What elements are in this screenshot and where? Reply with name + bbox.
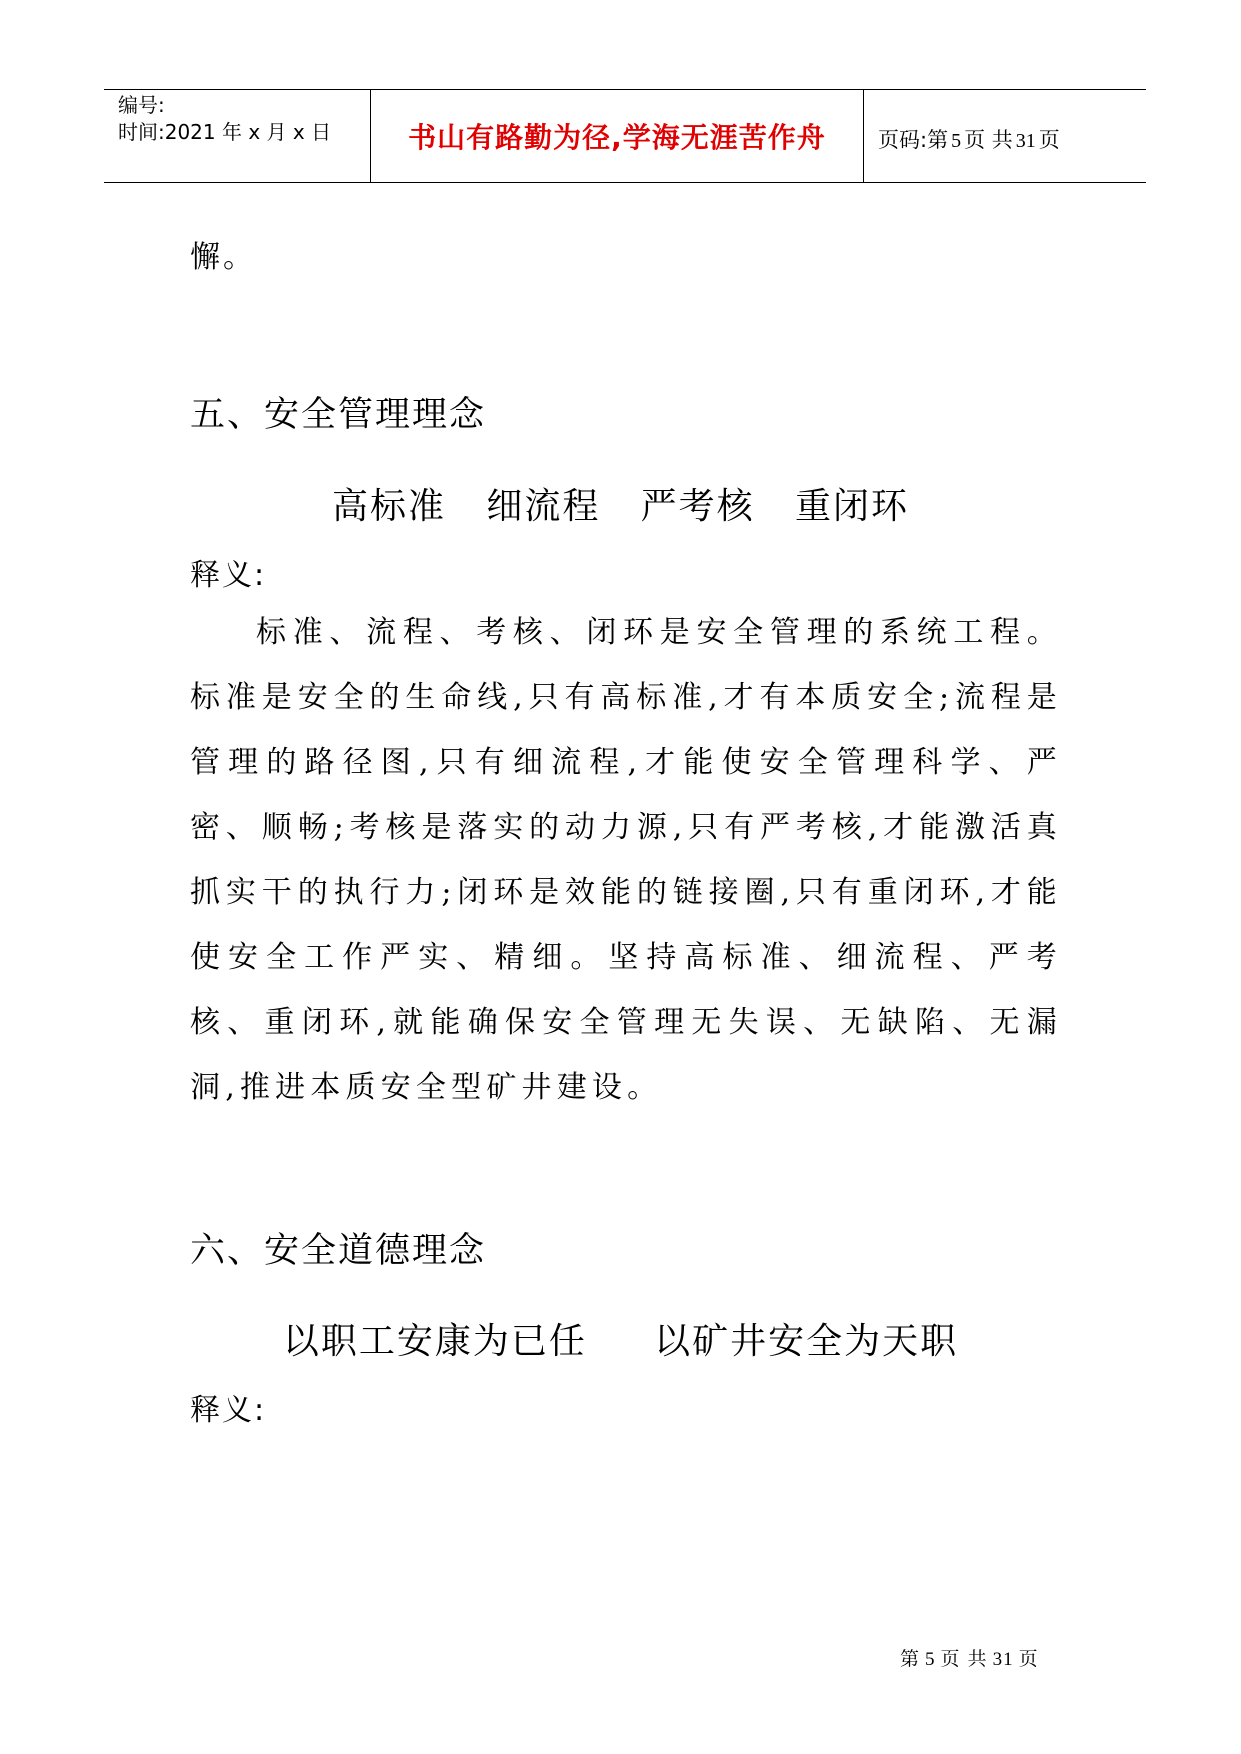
section6-shiyi-label: 释义: xyxy=(190,1393,267,1428)
header-page-prefix: 页码:第 xyxy=(878,128,949,152)
footer-suffix: 页 xyxy=(1018,1648,1039,1670)
section5-heading: 五、安全管理理念 xyxy=(190,395,487,435)
header-page-num: 5 xyxy=(951,130,962,152)
page-footer xyxy=(900,1644,1039,1671)
section5-slogan: 高标准 细流程 严考核 重闭环 xyxy=(332,486,909,527)
header-motto: 书山有路勤为径,学海无涯苦作舟 xyxy=(408,120,826,154)
header-info xyxy=(118,92,331,146)
section6-slogan: 以职工安康为已任 以矿井安全为天职 xyxy=(282,1321,959,1362)
header-time-label: 时间:2021 年 x 月 x 日 xyxy=(118,120,332,144)
header-page-suffix: 页 xyxy=(1038,128,1060,152)
section5-shiyi-label: 释义: xyxy=(190,558,267,593)
header-page-mid: 页 共 xyxy=(964,128,1013,152)
section5-paragraph: 标准、流程、考核、闭环是安全管理的系统工程。标准是安全的生命线,只有高标准,才有本质安全;流程是管理的路径图,只有细流程,才能使安全管理科学、严密、顺畅;考核是落实的动力源,只有严考核,才能激活真抓实干的执行力;闭环是效能的链接圈,只有重闭环,才能使安全工作严实、精细。坚持高标准、细流程、严考核、重闭环,就能确保安全管理无失误、无缺陷、无漏洞,推进本质安全型矿井建设。 xyxy=(190,615,1062,1105)
footer-page-total: 31 xyxy=(992,1649,1014,1670)
header-page-indicator xyxy=(878,124,1060,154)
header-bottom-rule xyxy=(104,182,1146,183)
header-divider-right xyxy=(863,89,864,183)
footer-page-num: 5 xyxy=(925,1649,936,1670)
continuation-text: 懈。 xyxy=(190,240,256,275)
section6-heading: 六、安全道德理念 xyxy=(190,1231,487,1271)
footer-prefix: 第 xyxy=(900,1648,921,1670)
header-page-total: 31 xyxy=(1015,130,1036,152)
header-number-label: 编号: xyxy=(118,93,165,117)
footer-mid: 页 共 xyxy=(940,1648,988,1670)
